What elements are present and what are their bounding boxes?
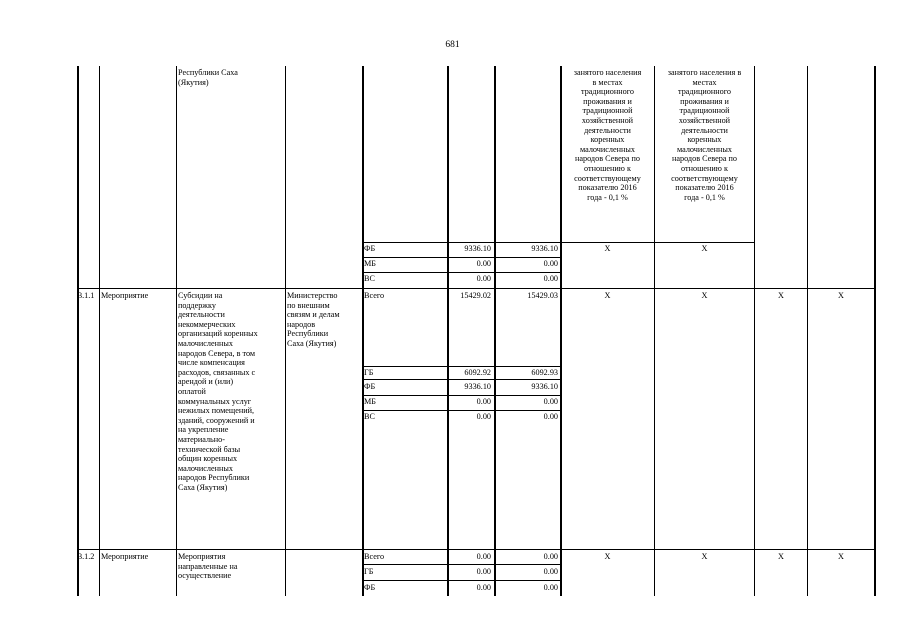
measure-description: Мероприятия направленные на осуществление xyxy=(178,552,238,581)
row-number: 3.1.2 xyxy=(78,552,95,561)
page-number: 681 xyxy=(445,40,460,50)
org-continuation: Республики Саха (Якутия) xyxy=(178,68,238,87)
row-type: Мероприятие xyxy=(101,291,149,300)
row-number: 3.1.1 xyxy=(78,291,95,300)
target-text-1: занятого населения в местах традиционного проживания и традиционной хозяйственной деятельности коренных малочисленных народов Севера по отношению к соответствующему показателю 2016 года - 0,1 % xyxy=(573,68,642,202)
measure-description: Субсидии на поддержку деятельности некоммерческих организаций коренных малочисленных народов Севера, в том числе компенсация расходов, связанных с арендой и (или) оплатой коммунальных услуг нежилых помещений, зданий, сооружений и на укрепление материально- технической базы общин коренных малочисленных народов Республики Саха (Якутия) xyxy=(178,291,258,492)
executor: Министерство по внешним связям и делам народов Республики Саха (Якутия) xyxy=(287,291,340,348)
target-text-2: занятого населения в местах традиционного проживания и традиционной хозяйственной деятельности коренных малочисленных народов Севера по отношению к соответствующему показателю 2016 года - 0,1 % xyxy=(667,68,742,202)
row-type: Мероприятие xyxy=(101,552,149,561)
